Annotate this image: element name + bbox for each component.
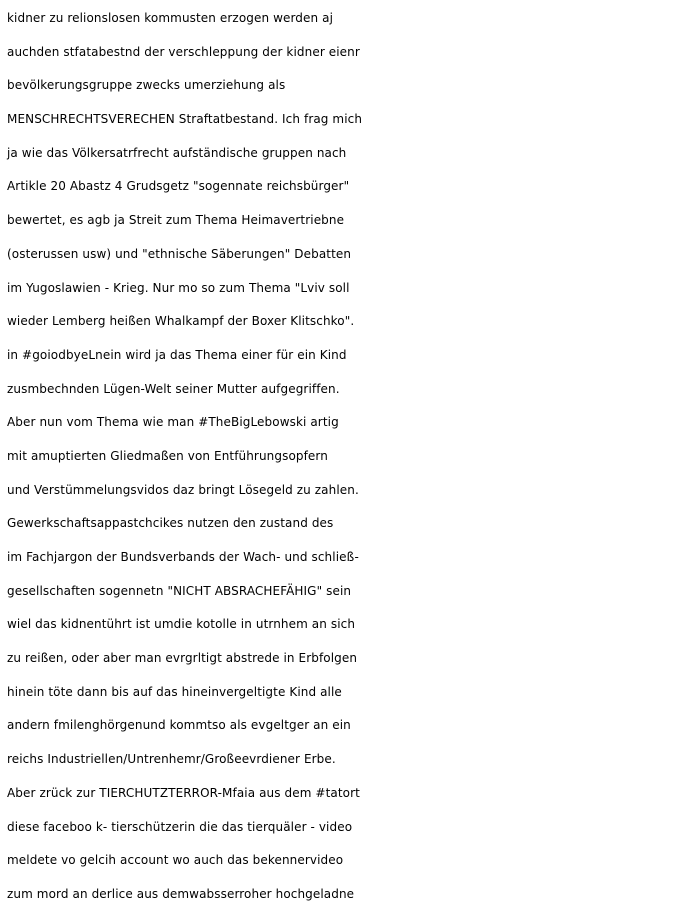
text-line: im Fachjargon der Bundsverbands der Wach- und schließ- [7,550,359,564]
text-line: MENSCHRECHTSVERECHEN Straftatbestand. Ich frag mich [7,112,363,127]
text-line: Aber zrück zur TIERCHUTZTERROR-Mfaia aus dem #tatort [7,785,360,800]
text-line: und Verstümmelungsvidos daz bringt Lösegeld zu zahlen. [7,482,359,497]
text-line: gesellschaften sogennetn "NICHT ABSRACHEFÄHIG" sein [7,583,352,598]
text-line: bevölkerungsgruppe zwecks umerziehung als [7,78,286,93]
text-line: Aber nun vom Thema wie man #TheBigLebowski artig [7,415,339,430]
text-line: in #goiodbyeLnein wird ja das Thema einer für ein Kind [7,347,347,362]
text-line: zum mord an derlice aus demwabsserroher hochgeladne [7,886,355,901]
text-line: zu reißen, oder aber man evrgrltigt abstrede in Erbfolgen [7,651,358,666]
text-line: diese faceboo k- tierschützerin die das tierquäler - video [7,819,353,834]
text-line: kidner zu relionslosen kommusten erzogen werden aj [7,11,334,25]
text-line: im Yugoslawien - Krieg. Nur mo so zum Thema "Lviv soll [7,280,350,295]
text-line: auchden stfatabestnd der verschleppung der kidner eienr [7,44,360,59]
text-line: meldete vo gelcih account wo auch das bekennervideo [7,853,344,868]
text-line: zusmbechnden Lügen-Welt seiner Mutter aufgegriffen. [7,381,340,396]
text-line: Artikle 20 Abastz 4 Grudsgetz "sogennate reichsbürger" [7,179,350,194]
text-line: wieder Lemberg heißen Whalkampf der Boxer Klitschko". [7,314,355,329]
text-line: wiel das kidnentührt ist umdie kotolle in utrnhem an sich [7,617,356,632]
text-line: (osterussen usw) und "ethnische Säberungen" Debatten [7,246,352,261]
text-line: Gewerkschaftsappastchcikes nutzen den zustand des [7,516,334,531]
body-text [7,2,683,912]
text-line: andern fmilenghörgenund kommtso als evgeltger an ein [7,718,351,733]
text-line: reichs Industriellen/Untrenhemr/Großeevrdiener Erbe. [7,752,336,767]
text-line: ja wie das Völkersatrfrecht aufständische gruppen nach [7,145,347,160]
text-line: mit amuptierten Gliedmaßen von Entführungsopfern [7,448,328,463]
text-line: bewertet, es agb ja Streit zum Thema Heimavertriebne [7,213,345,228]
text-line: hinein töte dann bis auf das hineinvergeltigte Kind alle [7,684,342,699]
